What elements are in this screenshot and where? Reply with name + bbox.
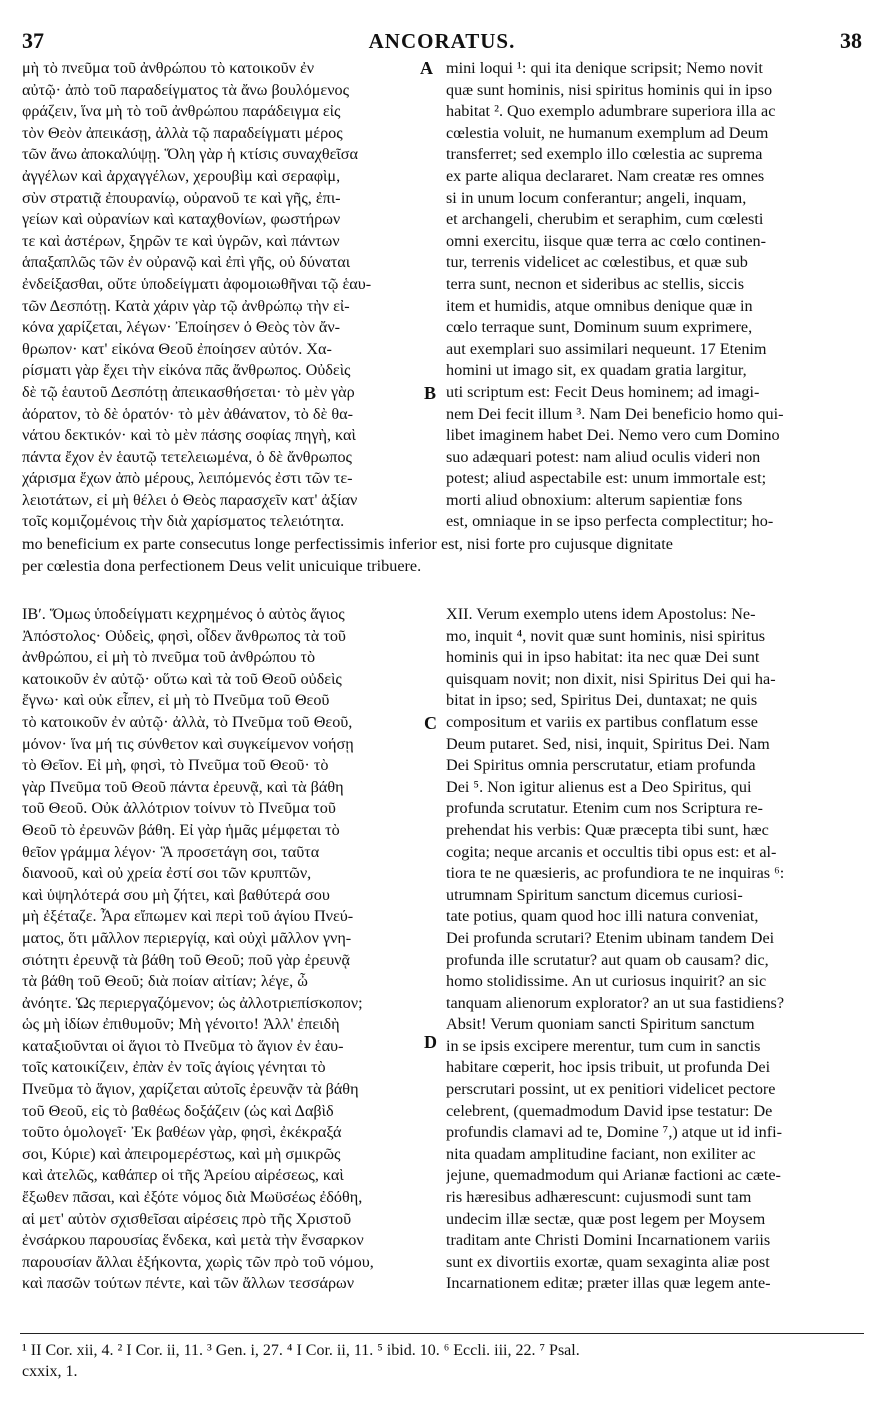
latin-text-line: transferret; sed exemplo illo cœlestia ac suprema <box>446 145 763 164</box>
latin-text-line: Dei ⁵. Non igitur alienus est a Deo Spiritus, qui <box>446 777 752 796</box>
latin-text-line: prehendat his verbis: Quæ præcepta tibi sunt, hæc <box>446 820 769 839</box>
latin-text-line: potest; aliud aspectabile est: unum immortale est; <box>446 469 767 488</box>
latin-text-line: undecim illæ sectæ, quæ post legem per Moysem <box>446 1209 766 1228</box>
latin-text-line: ex parte aliqua declararet. Nam creatæ res omnes <box>446 166 765 185</box>
latin-text-line: homo stolidissime. An ut curiosus inquirit? an sic <box>446 972 767 991</box>
latin-text-line: bitat in ipso; sed, Spiritus Dei, duntaxat; ne quis <box>446 691 758 710</box>
latin-text-line: libet imaginem habet Dei. Nemo vero cum Domino <box>446 426 780 445</box>
latin-text-line: morti aliud obnoxium: alterum sapientiæ fons <box>446 490 743 509</box>
greek-text-line: θεῖον γράμμα λέγον· Ἃ προσετάγη σοι, ταῦτα <box>22 842 320 861</box>
greek-text-line: τοῦτο ὁμολογεῖ· Ἐκ βαθέων γὰρ, φησὶ, ἐκέκραξά <box>22 1123 342 1142</box>
greek-text-line: σὺν στρατιᾷ ἐπουρανίῳ, οὐρανοῦ τε καὶ γῆς, ἐπι- <box>22 188 341 207</box>
greek-text-line: ἁπαξαπλῶς τῶν ἐν οὐρανῷ καὶ ἐπὶ γῆς, οὐ δύναται <box>22 253 351 272</box>
greek-column-bottom <box>22 604 432 1295</box>
footnote-line: ¹ II Cor. xii, 4. ² I Cor. ii, 11. ³ Gen. i, 27. ⁴ I Cor. ii, 11. ⁵ ibid. 10. ⁶ Eccli. iii, 22. ⁷ Psal. <box>22 1342 580 1359</box>
greek-text-line: λειοτάτων, εἰ μὴ θέλει ὁ Θεὸς παρασχεῖν κατ' ἀξίαν <box>22 490 358 509</box>
greek-text-line: καὶ ἀτελῶς, καθάπερ οἱ τῆς Ἀρείου αἱρέσεως, καὶ <box>22 1166 344 1185</box>
latin-text-line: quæ sunt hominis, nisi spiritus hominis qui in ipso <box>446 80 773 99</box>
latin-text-line: utrumnam Spiritum sanctum dicemus curiosi- <box>446 885 743 904</box>
full-width-text <box>22 534 864 577</box>
latin-text-line: habitat ². Quo exemplo adumbrare superiora illa ac <box>446 102 776 121</box>
latin-text-line: mini loqui ¹: qui ita denique scripsit; Nemo novit <box>446 59 763 77</box>
greek-text-line: ΙΒʹ. Ὅμως ὑποδείγματι κεχρημένος ὁ αὐτὸς ἅγιος <box>22 605 345 623</box>
greek-text-line: ἀνόητε. Ὡς περιεργαζόμενον; ὡς ἀλλοτριεπίσκοπον; <box>22 993 363 1012</box>
page-number-left: 37 <box>22 28 44 53</box>
latin-column-bottom <box>446 604 864 1295</box>
running-title: ANCORATUS. <box>368 29 516 53</box>
greek-text-line: τοῖς κομιζομένοις τὴν διὰ χαρίσματος τελειότητα. <box>22 512 345 531</box>
latin-text-line: profundis clamavi ad te, Domine ⁷,) atque ut id infi- <box>446 1123 783 1142</box>
latin-text-line: aut exemplari suo assimilari nequeunt. 17 Etenim <box>446 339 767 358</box>
footnotes <box>22 1340 864 1382</box>
greek-text-line: σιότητι ἐρευνᾷ τὰ βάθη τοῦ Θεοῦ; ποῦ γὰρ ἐρευνᾷ <box>22 950 350 969</box>
latin-text-line: traditam ante Christi Domini Incarnationem variis <box>446 1231 771 1250</box>
latin-text-line: habitare cœperit, hoc ipsis tribuit, ut profunda Dei <box>446 1058 771 1077</box>
greek-text-line: αἱ μετ' αὐτὸν σχισθεῖσαι αἱρέσεις πρὸ τῆς Χριστοῦ <box>22 1209 352 1228</box>
greek-text-line: ἀγγέλων καὶ ἀρχαγγέλων, χερουβὶμ καὶ σεραφὶμ, <box>22 166 341 185</box>
latin-text-line: in se ipsis excipere merentur, tum cum in sanctis <box>446 1036 761 1055</box>
greek-text-line: τοῖς κατοικίζειν, ἐπὰν ἐν τοῖς ἁγίοις γένηται τὸ <box>22 1058 326 1077</box>
greek-text-line: ἀνθρώπου, εἰ μὴ τὸ πνεῦμα τοῦ ἀνθρώπου τὸ <box>22 648 316 667</box>
latin-text-line: tanquam alienorum explorator? an ut sua fastidiens? <box>446 993 785 1012</box>
latin-text-line: perscrutari possint, ut ex penitiori videlicet pectore <box>446 1080 776 1099</box>
greek-text-line: τὸν Θεὸν ἀπεικάσῃ, ἀλλὰ τῷ παραδείγματι μέρος <box>22 123 343 142</box>
greek-text-line: φράζειν, ἵνα μὴ τὸ τοῦ ἀνθρώπου παράδειγμα εἰς <box>22 102 341 121</box>
greek-text-line: κόνα χαρίζεται, λέγων· Ἐποίησεν ὁ Θεὸς τὸν ἄν- <box>22 318 341 337</box>
greek-text-line: μὴ τὸ πνεῦμα τοῦ ἀνθρώπου τὸ κατοικοῦν ἐν <box>22 59 315 77</box>
margin-marker-d: D <box>424 1032 437 1052</box>
full-width-line: mo beneficium ex parte consecutus longe perfectissimis inferior est, nisi forte pro cujusque dignitate <box>22 535 673 553</box>
latin-text-line: tiora te ne quæsieris, ac profundiora te ne inquiras ⁶: <box>446 864 785 883</box>
greek-text-line: τε καὶ ἀστέρων, ξηρῶν τε καὶ ὑγρῶν, καὶ πάντων <box>22 231 340 250</box>
latin-text-line: tate potius, quam quod hoc illi natura conveniat, <box>446 907 759 926</box>
greek-text-line: καταξιοῦνται οἱ ἅγιοι τὸ Πνεῦμα τὸ ἅγιον ἐν ἑαυ- <box>22 1036 344 1055</box>
latin-column-top <box>446 58 864 533</box>
latin-text-line: nita quadam amplitudine faciant, non exiliter ac <box>446 1144 756 1163</box>
greek-text-line: αὐτῷ· ἀπὸ τοῦ παραδείγματος τὰ ἄνω βουλόμενος <box>22 80 350 99</box>
latin-text-line: cœlo terraque sunt, Dominum suum exprimere, <box>446 318 753 337</box>
latin-text-line: hominis qui in ipso habitat: ita nec quæ Dei sunt <box>446 648 760 667</box>
greek-text-line: τὸ κατοικοῦν ἐν αὐτῷ· ἀλλὰ, τὸ Πνεῦμα τοῦ Θεοῦ, <box>22 712 353 731</box>
greek-text-line: μὴ ἐξέταζε. Ἆρα εἴπωμεν καὶ περὶ τοῦ ἁγίου Πνεύ- <box>22 907 354 926</box>
greek-text-line: ρίσματι γὰρ ἔχει τὴν εἰκόνα πᾶς ἄνθρωπος. Οὐδεὶς <box>22 361 351 380</box>
latin-text-line: et archangeli, cherubim et seraphim, cum cœlesti <box>446 210 764 229</box>
latin-text-line: est, omniaque in se ipso perfecta complectitur; ho- <box>446 512 774 531</box>
margin-marker-c: C <box>424 713 437 733</box>
footnote-rule <box>20 1333 864 1334</box>
greek-text-line: πάντα ἔχον ἐν ἑαυτῷ τετελειωμένα, ὁ δὲ ἄνθρωπος <box>22 447 352 466</box>
latin-text-line: terra sunt, necnon et sideribus ac stellis, siccis <box>446 274 745 293</box>
latin-text-line: Deum putaret. Sed, nisi, inquit, Spiritus Dei. Nam <box>446 734 770 753</box>
greek-text-line: καὶ πασῶν τούτων πέντε, καὶ τῶν ἄλλων τεσσάρων <box>22 1274 355 1293</box>
latin-text-line: item et humidis, atque omnibus denique quæ in <box>446 296 753 315</box>
greek-text-line: θρωπον· κατ' εἰκόνα Θεοῦ ἐποίησεν αὐτόν. Χα- <box>22 339 332 358</box>
greek-text-line: παρουσίαν ἄλλαι ἑξήκοντα, χωρὶς τῶν πρὸ τοῦ νόμου, <box>22 1252 374 1271</box>
margin-marker-b: B <box>424 383 437 403</box>
greek-text-line: Θεοῦ τὸ ἐρευνῶν βάθη. Εἰ γὰρ ἡμᾶς μέμφεται τὸ <box>22 820 340 839</box>
latin-text-line: cœlestia voluit, ne humanum exemplum ad Deum <box>446 123 769 142</box>
greek-text-line: μόνον· ἵνα μή τις σύνθετον καὶ συγκείμενον νοήσῃ <box>22 734 354 753</box>
margin-marker-a: A <box>420 58 433 78</box>
latin-text-line: Dei profunda scrutari? Etenim ubinam tandem Dei <box>446 928 775 947</box>
greek-text-line: Ἀπόστολος· Οὐδεὶς, φησὶ, οἶδεν ἄνθρωπος τὰ τοῦ <box>22 626 346 645</box>
greek-text-line: τοῦ Θεοῦ, εἰς τὸ βαθέως δοξάζειν (ὡς καὶ Δαβὶδ <box>22 1101 334 1120</box>
latin-text-line: Absit! Verum quoniam sancti Spiritum sanctum <box>446 1015 755 1034</box>
latin-text-line: Incarnationem editæ; præter illas quæ legem ante- <box>446 1274 771 1293</box>
greek-text-line: τῶν ἄνω ἀποκαλύψῃ. Ὅλη γὰρ ἡ κτίσις συναχθεῖσα <box>22 145 358 164</box>
latin-text-line: profunda ille scrutatur? aut quam ob causam? dic, <box>446 950 769 969</box>
latin-text-line: si in unum locum conferantur; angeli, inquam, <box>446 188 747 207</box>
greek-text-line: νάτου δεκτικόν· καὶ τὸ μὲν πάσης σοφίας πηγὴ, καὶ <box>22 426 356 445</box>
greek-text-line: κατοικοῦν ἐν αὐτῷ· οὕτω καὶ τὰ τοῦ Θεοῦ οὐδεὶς <box>22 669 342 688</box>
greek-text-line: ἐνσάρκου παρουσίας ἕνδεκα, καὶ μετὰ τὴν ἔνσαρκον <box>22 1231 364 1250</box>
greek-text-line: τῶν Δεσπότῃ. Κατὰ χάριν γὰρ τῷ ἀνθρώπῳ τὴν εἰ- <box>22 296 350 315</box>
greek-text-line: σοι, Κύριε) καὶ ἀπειρομερέστως, καὶ μὴ σμικρῶς <box>22 1144 341 1163</box>
greek-text-line: χάρισμα ἔχων ἀπὸ μέρους, λειπόμενός ἐστι τῶν τε- <box>22 469 353 488</box>
greek-column-top <box>22 58 432 533</box>
greek-text-line: γὰρ Πνεῦμα τοῦ Θεοῦ πάντα ἐρευνᾷ, καὶ τὰ βάθη <box>22 777 344 796</box>
latin-text-line: nem Dei fecit illum ³. Nam Dei beneficio homo qui- <box>446 404 784 423</box>
latin-text-line: compositum et variis ex partibus conflatum esse <box>446 712 758 731</box>
page-number-right: 38 <box>840 28 862 53</box>
greek-text-line: γείων καὶ οὐρανίων καὶ καταχθονίων, φωστήρων <box>22 210 341 229</box>
greek-text-line: ἐνδείξασθαι, οὔτε ὑποδείγματι ἀφομοιωθῆναι τῷ ἑαυ- <box>22 274 372 293</box>
greek-text-line: ἀόρατον, τὸ δὲ ὁρατόν· τὸ μὲν ἀθάνατον, τὸ δὲ θα- <box>22 404 354 423</box>
greek-text-line: ὡς μὴ ἰδίων ἐπιθυμοῦν; Μὴ γένοιτο! Ἀλλ' ἐπειδὴ <box>22 1015 340 1034</box>
latin-text-line: suo adæquari potest: nam aliud oculis videri non <box>446 447 761 466</box>
greek-text-line: τὸ Θεῖον. Εἰ μὴ, φησὶ, τὸ Πνεῦμα τοῦ Θεοῦ· τὸ <box>22 756 329 775</box>
greek-text-line: δὲ τῷ ἑαυτοῦ Δεσπότῃ ἀπεικασθήσεται· τὸ μὲν γὰρ <box>22 382 355 401</box>
latin-text-line: homini ut imago sit, ex quadam gratia largitur, <box>446 361 747 380</box>
latin-text-line: uti scriptum est: Fecit Deus hominem; ad imagi- <box>446 382 760 401</box>
latin-text-line: mo, inquit ⁴, novit quæ sunt hominis, nisi spiritus <box>446 626 766 645</box>
footnote-line: cxxix, 1. <box>22 1363 78 1380</box>
latin-text-line: Dei Spiritus omnia perscrutatur, etiam profunda <box>446 756 756 775</box>
latin-text-line: tur, terrenis videlicet ac cœlestibus, et quæ sub <box>446 253 748 272</box>
latin-text-line: celebrent, (quemadmodum David ipse testatur: De <box>446 1101 773 1120</box>
greek-text-line: Πνεῦμα τὸ ἅγιον, χαρίζεται αὐτοῖς ἐρευνᾷν τὰ βάθη <box>22 1080 359 1099</box>
greek-text-line: τοῦ Θεοῦ. Οὐκ ἀλλότριον τοίνυν τὸ Πνεῦμα τοῦ <box>22 799 336 818</box>
greek-text-line: καὶ ὑψηλότερά σου μὴ ζήτει, καὶ βαθύτερά σου <box>22 885 330 904</box>
latin-text-line: sunt ex divortiis exortæ, quam sexaginta aliæ post <box>446 1252 770 1271</box>
greek-text-line: ἔξωθεν πᾶσαι, καὶ ἐξότε νόμος διὰ Μωϋσέως ἐδόθη, <box>22 1188 363 1207</box>
full-width-line: per cœlestia dona perfectionem Deus velit unicuique tribuere. <box>22 556 422 575</box>
greek-text-line: τὰ βάθη τοῦ Θεοῦ; διὰ ποίαν αἰτίαν; λέγε, ὦ <box>22 972 308 991</box>
greek-text-line: διανοοῦ, καὶ οὐ χρεία ἐστί σοι τῶν κρυπτῶν, <box>22 864 312 883</box>
latin-text-line: quisquam novit; non dixit, nisi Spiritus Dei qui ha- <box>446 669 776 688</box>
greek-text-line: ἔγνω· καὶ οὐκ εἶπεν, εἰ μὴ τὸ Πνεῦμα τοῦ Θεοῦ <box>22 691 330 710</box>
latin-text-line: cogita; neque arcanis et occultis tibi opus est: et al- <box>446 842 777 861</box>
latin-text-line: omni exercitu, iisque quæ terra ac cœlo continen- <box>446 231 767 250</box>
latin-text-line: profunda scrutatur. Etenim cum nos Scriptura re- <box>446 799 763 818</box>
latin-text-line: XII. Verum exemplo utens idem Apostolus: Ne- <box>446 605 756 623</box>
greek-text-line: ματος, ὅτι μᾶλλον περιεργίᾳ, καὶ οὐχὶ μᾶλλον γνη- <box>22 928 352 947</box>
latin-text-line: jejune, quemadmodum qui Arianæ factioni ac cæte- <box>446 1166 781 1185</box>
latin-text-line: ris hæresibus adhærescunt: cujusmodi sunt tam <box>446 1188 752 1207</box>
